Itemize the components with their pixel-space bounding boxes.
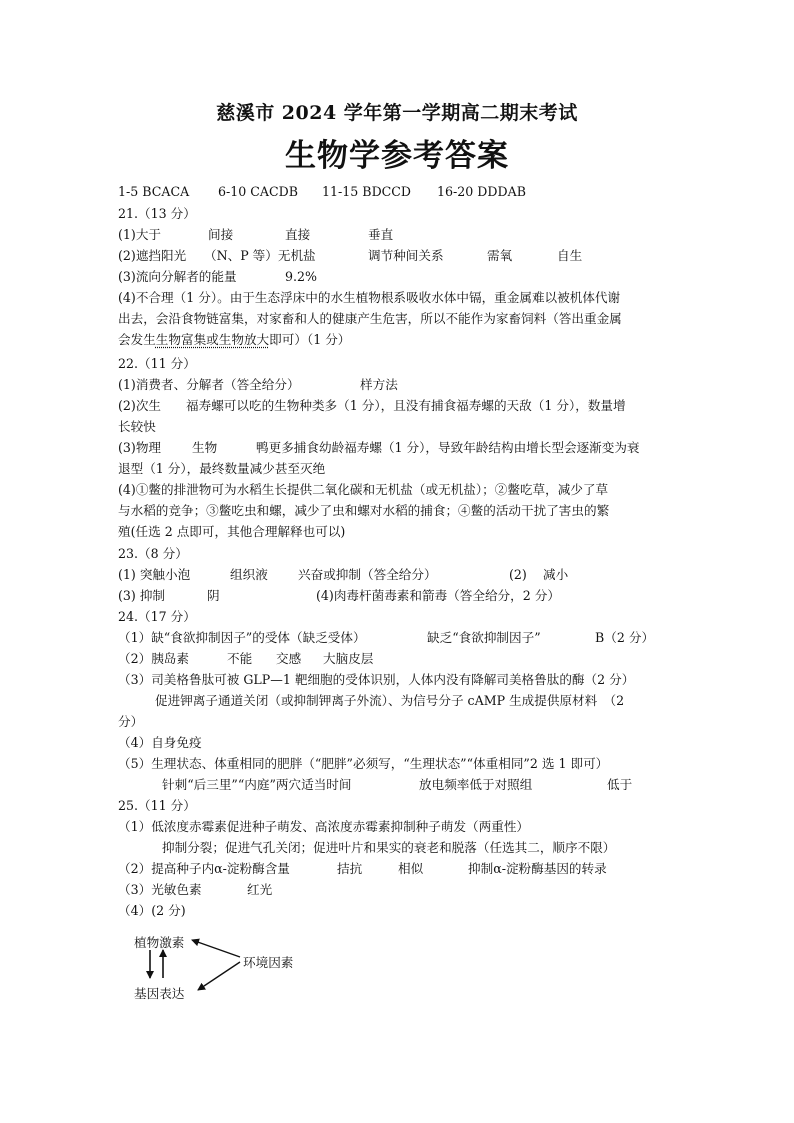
q25-3-b: 红光 [247,882,273,897]
q25-1-line1: （1）低浓度赤霉素促进种子萌发、高浓度赤霉素抑制种子萌发（两重性） [118,819,530,834]
q21-2-e: 自生 [557,248,583,263]
exam-title: 慈溪市 2024 学年第一学期高二期末考试 [216,102,578,124]
q24-5-line1: （5）生理状态、体重相同的肥胖（“肥胖”必须写，“生理状态”“体重相同”2 选 1 即可） [118,756,609,771]
q23-1-a: (1) 突触小泡 [118,567,191,582]
q21-4-line2: 出去，会沿食物链富集，对家畜和人的健康产生危害，所以不能作为家畜饲料（答出重金属 [118,311,622,326]
q22-3-a: (3)物理 [118,440,162,455]
q23-2-label: (2) [509,567,527,582]
answer-title: 生物学参考答案 [285,138,509,174]
q22-4-line1: (4)①鳖的排泄物可为水稻生长提供二氧化碳和无机盐（或无机盐）；②鳖吃草，减少了草 [118,482,609,497]
q24-5-a: 针刺“后三里”“内庭”两穴适当时间 [162,777,352,792]
choice-group-2: 6-10 CACDB [218,184,299,199]
q23-3-b: 阴 [207,588,220,603]
regulation-arrows [130,928,330,1003]
q21-4-line3-post: 即可）（1 分） [269,332,351,347]
q21-2-a: (2)遮挡阳光 [118,248,187,263]
choice-group-1: 1-5 BCACA [118,184,190,199]
q24-5-c: 低于 [607,777,633,792]
q21-4-key-term: 生物富集或生物放大 [155,332,270,347]
q25-2-d: 抑制α-淀粉酶基因的转录 [468,861,607,876]
q22-1-b: 样方法 [360,377,398,392]
q21-1-b: 间接 [208,227,234,242]
q21-1-a: (1)大于 [118,227,162,242]
q23-heading: 23.（8 分） [118,546,188,561]
q24-5-b: 放电频率低于对照组 [419,777,533,792]
q21-3-b: 9.2% [285,269,317,284]
q21-2-d: 需氧 [487,248,513,263]
q25-2-c: 相似 [398,861,424,876]
q25-heading: 25.（11 分） [118,798,196,813]
q22-3-b: 生物 [192,440,218,455]
q25-4: （4）(2 分) [118,903,186,918]
q21-1-c: 直接 [285,227,311,242]
q21-1-d: 垂直 [368,227,394,242]
q25-2-b: 拮抗 [337,861,363,876]
q24-2-b: 不能 [227,651,253,666]
q24-heading: 24.（17 分） [118,609,196,624]
q24-3-line3: 分） [118,714,144,729]
arrow-env-to-hormone [192,940,240,957]
q21-2-b: （N、P 等）无机盐 [204,248,316,263]
q21-4-line3-pre: 会发生 [118,332,156,347]
q22-heading: 22.（11 分） [118,356,196,371]
q24-3-line1: （3）司美格鲁肽可被 GLP—1 靶细胞的受体识别，人体内没有降解司美格鲁肽的酶（2 分） [118,672,635,687]
q21-3-a: (3)流向分解者的能量 [118,269,237,284]
q23-4: (4)肉毒杆菌毒素和箭毒（答全给分，2 分） [316,588,560,603]
choice-group-3: 11-15 BDCCD [322,184,412,199]
q24-2-a: （2）胰岛素 [118,651,189,666]
arrow-env-to-gene [198,962,240,990]
q21-4-line1: (4)不合理（1 分）。由于生态浮床中的水生植物根系吸收水体中镉，重金属难以被机体代谢 [118,290,621,305]
q25-1-line2: 抑制分裂；促进气孔关闭；促进叶片和果实的衰老和脱落（任选其二，顺序不限） [162,840,616,855]
diagram-node-hormone: 植物激素 [134,935,185,950]
q25-2-a: （2）提高种子内α-淀粉酶含量 [118,861,290,876]
q22-4-line2: 与水稻的竞争；③鳖吃虫和螺，减少了虫和螺对水稻的捕食；④鳖的活动干扰了害虫的繁 [118,503,610,518]
diagram-node-environment: 环境因素 [243,955,294,970]
diagram-node-gene-expression: 基因表达 [134,986,185,1001]
q21-2-c: 调节种间关系 [368,248,444,263]
q22-3-line2: 退型（1 分），最终数量减少甚至灭绝 [118,461,326,476]
choice-group-4: 16-20 DDDAB [437,184,526,199]
q24-3-line2: 促进钾离子通道关闭（或抑制钾离子外流）、为信号分子 cAMP 生成提供原材料 （2 [155,693,625,708]
q23-1-b: 组织液 [230,567,268,582]
q24-1-b: 缺乏“食欲抑制因子” [427,630,541,645]
q22-3-c: 鸭更多捕食幼龄福寿螺（1 分），导致年龄结构由增长型会逐渐变为衰 [256,440,640,455]
q22-4-line3: 殖(任选 2 点即可，其他合理解释也可以) [118,524,346,539]
q22-2-b: 福寿螺可以吃的生物种类多（1 分），且没有捕食福寿螺的天敌（1 分），数量增 [186,398,626,413]
q21-heading: 21.（13 分） [118,206,196,221]
q24-4: （4）自身免疫 [118,735,202,750]
q22-2-line2: 长较快 [118,419,156,434]
q21-4-line3 [118,331,350,348]
q24-2-c: 交感 [276,651,302,666]
q23-1-c: 兴奋或抑制（答全给分） [298,567,437,582]
q23-3-a: (3) 抑制 [118,588,166,603]
q22-1-a: (1)消费者、分解者（答全给分） [118,377,300,392]
q24-2-d: 大脑皮层 [323,651,374,666]
q23-2-answer: 减小 [543,567,569,582]
q25-3-a: （3）光敏色素 [118,882,202,897]
q24-1-a: （1）缺“食欲抑制因子”的受体（缺乏受体） [118,630,366,645]
q24-1-c: B（2 分） [595,630,655,645]
q22-2-a: (2)次生 [118,398,162,413]
